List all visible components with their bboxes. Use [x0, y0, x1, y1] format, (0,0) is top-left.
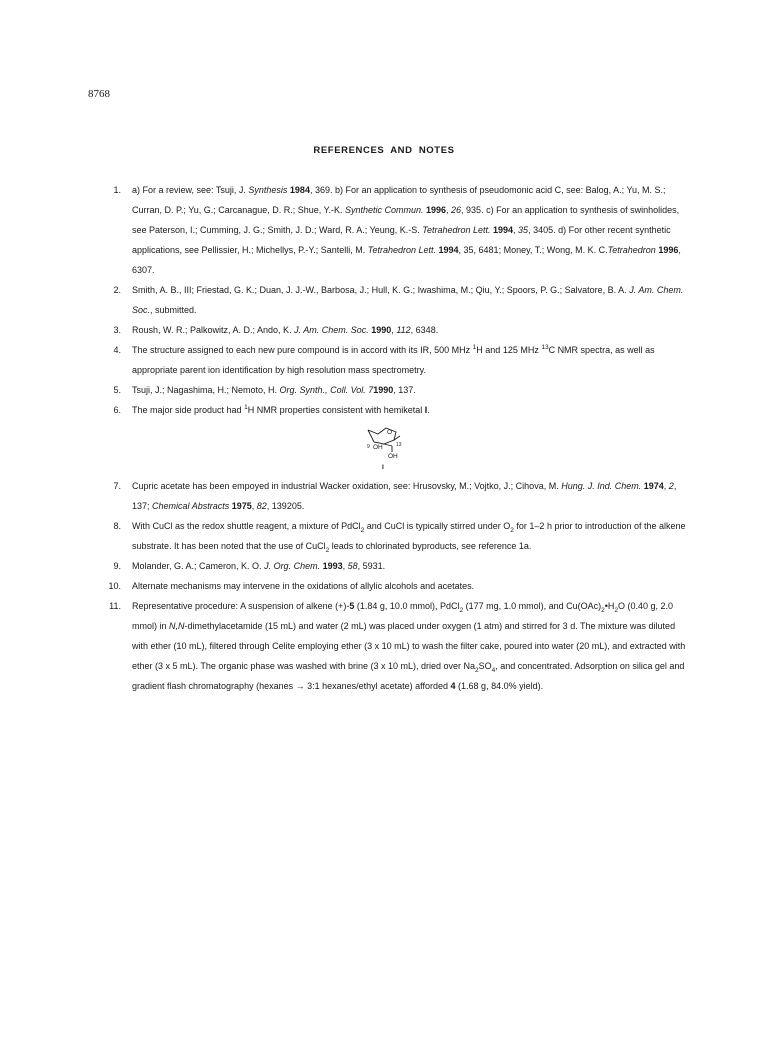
reference-segment: The major side product had [132, 405, 245, 415]
hemiketal-structure [88, 420, 688, 476]
reference-segment: leads to chlorinated byproducts, see reference 1a. [329, 541, 532, 551]
reference-segment: 1975 [229, 501, 252, 511]
reference-segment: 1994 [490, 225, 514, 235]
reference-item [88, 340, 688, 380]
reference-segment: Tsuji, J.; Nagashima, H.; Nemoto, H. [132, 385, 280, 395]
reference-segment: 2 [668, 481, 674, 491]
reference-segment: Chemical Abstracts [152, 501, 230, 511]
reference-segment: Smith, A. B., III; Friestad, G. K.; Duan, J. J.-W., Barbosa, J.; Hull, K. G.; Iwashima, M.; Qiu, Y.; Spoors, P. G.; Salvatore, B. A. [132, 285, 630, 295]
reference-segment: 1996 [655, 245, 679, 255]
reference-item [88, 180, 688, 280]
reference-number: 6. [113, 405, 121, 415]
reference-segment: With CuCl as the redox shuttle reagent, a mixture of PdCl [132, 521, 361, 531]
reference-segment: 1984 [287, 185, 310, 195]
reference-segment: 2 [325, 546, 330, 554]
reference-item [88, 576, 688, 596]
reference-segment: , 6348. [410, 325, 439, 335]
reference-segment: 35 [518, 225, 529, 235]
reference-segment: Alternate mechanisms may intervene in the oxidations of allylic alcohols and acetates. [132, 581, 475, 591]
reference-text [132, 581, 474, 591]
reference-segment: Tetrahedron [607, 245, 656, 255]
reference-segment: , 6307. [132, 245, 681, 275]
reference-segment: for 1–2 h prior to introduction of the alkene substrate. It has been noted that the use of CuCl [132, 521, 686, 551]
reference-segment: , 369. b) For an application to synthesis of pseudomonic acid C, see: Balog, A.; Yu, M. S.; Curran, D. P.; Yu, G.; Carcanague, D. R.; Shue, Y.-K. [132, 185, 666, 215]
reference-segment: C NMR spectra, as well as appropriate parent ion identification by high resolution mass spectrometry. [132, 345, 655, 375]
reference-segment: , 137; [132, 481, 677, 511]
reference-segment: I [424, 405, 428, 415]
reference-segment: 4 [491, 666, 496, 674]
reference-segment: H and 125 MHz [476, 345, 542, 355]
reference-segment: 13 [541, 344, 549, 351]
reference-number: 1. [113, 185, 121, 195]
reference-segment: J. Am. Chem. Soc. [294, 325, 369, 335]
reference-segment: 2 [360, 526, 365, 534]
reference-number: 8. [113, 521, 121, 531]
reference-segment: Molander, G. A.; Cameron, K. O. [132, 561, 265, 571]
reference-text [132, 285, 683, 315]
reference-text [132, 561, 385, 571]
reference-number: 7. [113, 481, 121, 491]
reference-item [88, 556, 688, 576]
reference-number: 9. [113, 561, 121, 571]
reference-segment: 26 [451, 205, 462, 215]
reference-segment: , 137. [393, 385, 416, 395]
reference-segment: , 35, 6481; Money, T.; Wong, M. K. C. [458, 245, 608, 255]
reference-number: 2. [113, 285, 121, 295]
reference-item [88, 380, 688, 400]
reference-segment: , [446, 205, 452, 215]
reference-item [88, 400, 688, 476]
reference-segment: 82 [256, 501, 267, 511]
reference-text [132, 481, 676, 511]
reference-text [132, 385, 416, 395]
reference-segment: Representative procedure: A suspension of alkene (+)- [132, 601, 350, 611]
reference-segment: . [427, 405, 430, 415]
reference-segment: -dimethylacetamide (15 mL) and water (2 mL) was placed under oxygen (1 atm) and stirred for 3 d. The mixture was diluted with ether (10 mL), filtered through Celite employing ether (3 x 10 mL) to wash the filter cake, poured into water (20 mL), and extracted with ether (3 x 5 mL). The organic phase was washed with brine (3 x 10 mL), dried over Na [132, 621, 686, 671]
reference-text [132, 405, 430, 415]
reference-segment: 2 [614, 606, 619, 614]
reference-segment: 112 [396, 325, 411, 335]
reference-text [132, 521, 686, 554]
reference-segment: 4 [450, 681, 456, 691]
reference-segment: , [342, 561, 348, 571]
page-number: 8768 [88, 88, 110, 100]
reference-segment: 58 [347, 561, 358, 571]
reference-segment: , and concentrated. Adsorption on silica gel and gradient flash chromatography (hexanes → 3:1 hexanes/ethyl acetate) afforded [132, 661, 685, 691]
reference-item [88, 320, 688, 340]
hydroxyl-label: OH [373, 444, 383, 451]
reference-segment: , [663, 481, 669, 491]
reference-segment: Tetrahedron Lett. [422, 225, 491, 235]
reference-segment: Synthesis [248, 185, 288, 195]
reference-number: 5. [113, 385, 121, 395]
reference-segment: •H [604, 601, 615, 611]
reference-segment: H NMR properties consistent with hemiketal [247, 405, 425, 415]
reference-text [132, 601, 685, 691]
reference-segment: Tetrahedron Lett. [367, 245, 436, 255]
reference-segment: 2 [459, 606, 464, 614]
reference-segment: 1996 [423, 205, 447, 215]
reference-segment: 5 [349, 601, 355, 611]
reference-number: 3. [113, 325, 121, 335]
reference-item [88, 516, 688, 556]
reference-segment: a) For a review, see: Tsuji, J. [132, 185, 249, 195]
references-heading: REFERENCES AND NOTES [313, 145, 455, 156]
reference-segment: , [513, 225, 519, 235]
reference-item [88, 280, 688, 320]
reference-number: 11. [109, 601, 121, 611]
reference-segment: Org. Synth., Coll. Vol. 7 [279, 385, 374, 395]
reference-segment: , [391, 325, 397, 335]
reference-segment: 1994 [436, 245, 459, 255]
reference-segment: (1.84 g, 10.0 mmol), PdCl [354, 601, 460, 611]
reference-segment: , submitted. [150, 305, 197, 315]
hemiketal-drawing [354, 422, 424, 474]
reference-segment: 2 [601, 606, 605, 614]
reference-segment: O (0.40 g, 2.0 mmol) in [132, 601, 674, 631]
reference-segment: 1 [244, 404, 248, 411]
reference-segment: 1974 [641, 481, 664, 491]
reference-segment: 1990 [368, 325, 392, 335]
reference-segment: The structure assigned to each new pure compound is in accord with its IR, 500 MHz [132, 345, 473, 355]
reference-number: 4. [113, 345, 121, 355]
reference-segment: SO [478, 661, 492, 671]
ring-oxygen-label: O [387, 429, 393, 436]
compound-label: I [382, 464, 384, 471]
reference-segment: Hung. J. Ind. Chem. [561, 481, 642, 491]
reference-text [132, 345, 655, 375]
reference-segment: 1993 [320, 561, 343, 571]
reference-segment: , [251, 501, 257, 511]
reference-segment: Cupric acetate has been empoyed in industrial Wacker oxidation, see: Hrusovsky, M.; Vojtko, J.; Cihova, M. [132, 481, 562, 491]
reference-segment: , 5931. [357, 561, 386, 571]
reference-segment: J. Am. Chem. Soc. [132, 285, 684, 315]
reference-segment: , 935. c) For an application to synthesis of swinholides, see Paterson, I.; Cumming, J. G.; Smith, J. D.; Ward, R. A.; Yeung, K.-S. [132, 205, 680, 235]
reference-item [88, 596, 688, 696]
reference-segment: Roush, W. R.; Palkowitz, A. D.; Ando, K. [132, 325, 295, 335]
reference-segment: and CuCl is typically stirred under O [364, 521, 511, 531]
reference-segment: , 3405. d) For other recent synthetic applications, see Pellissier, H.; Michellys, P.-Y.; Santelli, M. [132, 225, 671, 255]
carbon-9-label: 9 [367, 444, 370, 450]
reference-segment: 2 [510, 526, 514, 534]
reference-segment: J. Org. Chem. [264, 561, 321, 571]
reference-text [132, 325, 438, 335]
reference-segment: 2 [475, 666, 479, 674]
reference-number: 10. [108, 581, 121, 591]
reference-segment: (1.68 g, 84.0% yield). [455, 681, 544, 691]
reference-segment: , 139205. [266, 501, 305, 511]
references-list [88, 180, 688, 696]
reference-segment: (177 mg, 1.0 mmol), and Cu(OAc) [463, 601, 602, 611]
reference-text [132, 185, 681, 275]
reference-segment: N,N [169, 621, 185, 631]
hydroxyl-label-bottom: OH [388, 453, 398, 460]
reference-segment: 1 [472, 344, 477, 351]
carbon-13-label: 13 [396, 442, 402, 448]
reference-segment: 1990 [373, 385, 394, 395]
reference-segment: Synthetic Commun. [344, 205, 424, 215]
reference-item [88, 476, 688, 516]
